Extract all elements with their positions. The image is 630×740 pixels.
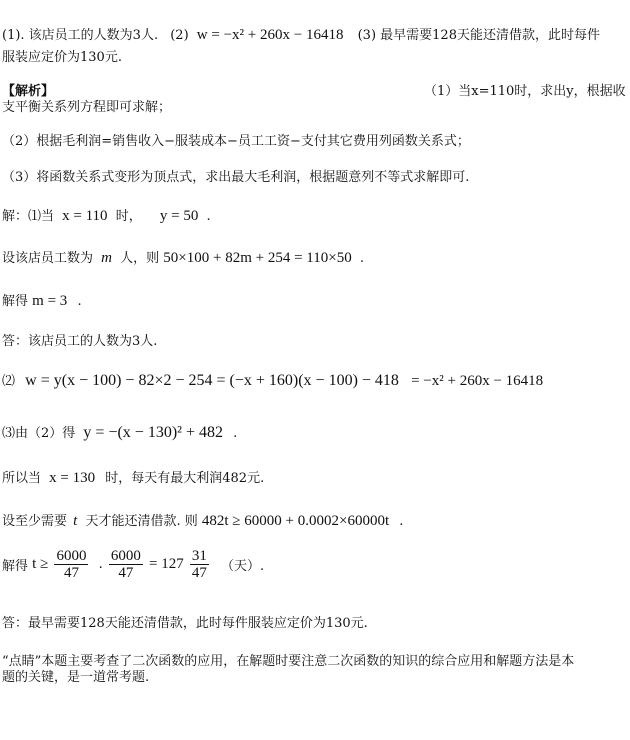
step9-fraction-3 xyxy=(190,548,209,581)
solution-step-4 xyxy=(2,330,157,349)
fraction-1-denominator: 47 xyxy=(63,565,79,581)
step1-math-x: x = 110 xyxy=(62,208,108,224)
step9-fraction-1 xyxy=(54,548,88,581)
solution-step-8 xyxy=(2,510,403,530)
solution-step-6 xyxy=(2,422,237,442)
analysis-p1-cont: 支平衡关系列方程即可求解； xyxy=(2,100,172,115)
step3-math: m = 3 xyxy=(32,293,68,309)
step5-equation: w = y(x − 100) − 82×2 − 254 = (−x + 160)(x − 100) − 418 xyxy=(25,372,399,389)
answer-part1: (1). 该店员工的人数为3人. xyxy=(2,28,159,43)
solution-step-5 xyxy=(2,370,543,390)
analysis-p2-line xyxy=(2,130,470,149)
analysis-p3: （3）将函数关系式变形为顶点式，求出最大毛利润，根据题意列不等式求解即可. xyxy=(2,170,470,185)
step5-label: ⑵ xyxy=(2,374,16,389)
step1-text-a: 解：⑴当 xyxy=(2,209,55,224)
step8-text-c: 天才能还清借款. 则 xyxy=(85,514,198,529)
step9-text-a: 解得 xyxy=(2,559,29,574)
step6-equation: y = −(x − 130)² + 482 xyxy=(83,424,223,441)
step9-t-geq: t ≥ xyxy=(32,556,49,572)
step10-text: 答：最早需要128天能还清借款，此时每件服装应定价为130元. xyxy=(2,616,368,631)
step7-math: x = 130 xyxy=(49,470,96,486)
step8-inequality: 482t ≥ 60000 + 0.0002×60000t xyxy=(201,513,390,529)
step9-equals-127: = 127 xyxy=(149,556,184,572)
comment-text-2: 题的关键，是一道常考题. xyxy=(2,670,150,685)
step9-dot: . xyxy=(98,557,103,572)
step3-period: . xyxy=(77,294,82,309)
fraction-1-numerator: 6000 xyxy=(56,548,87,564)
fraction-3-numerator: 31 xyxy=(191,548,207,564)
fraction-3-denominator: 47 xyxy=(191,565,207,581)
answer-part3-cont: 服装应定价为130元. xyxy=(2,50,122,65)
analysis-p1-cont-line xyxy=(2,96,171,115)
solution-step-2 xyxy=(2,247,364,267)
step9-fraction-2 xyxy=(109,548,143,581)
step1-period: . xyxy=(206,209,211,224)
step7-text-c: 时，每天有最大利润482元. xyxy=(105,471,265,486)
answer-part2-formula: w = −x² + 260x − 16418 xyxy=(196,27,344,43)
fraction-2-denominator: 47 xyxy=(118,565,134,581)
step6-text-a: ⑶由（2）得 xyxy=(2,426,76,441)
step8-period: . xyxy=(399,514,404,529)
step9-unit: （天）. xyxy=(221,559,265,574)
step6-period: . xyxy=(233,426,238,441)
analysis-p3-line xyxy=(2,166,469,185)
step3-text-a: 解得 xyxy=(2,294,29,309)
step4-text: 答：该店员工的人数为3人. xyxy=(2,334,158,349)
answer-part2-prefix: (2) xyxy=(170,28,189,43)
step8-text-a: 设至少需要 xyxy=(2,514,68,529)
solution-step-7 xyxy=(2,467,264,487)
solution-step-10 xyxy=(2,612,368,631)
comment-text-1: “点睛”本题主要考查了二次函数的应用，在解题时要注意二次函数的知识的综合应用和解题方法是本 xyxy=(2,654,575,669)
step7-text-a: 所以当 xyxy=(2,471,42,486)
comment-line-2 xyxy=(2,666,149,685)
analysis-p1-right: （1）当x=110时，求出y，根据收 xyxy=(424,84,626,99)
answer-part3: (3) 最早需要128天能还清借款，此时每件 xyxy=(357,28,600,43)
step1-math-y: y = 50 xyxy=(159,208,199,224)
step8-math-t: t xyxy=(73,513,78,529)
solution-step-9 xyxy=(2,548,264,581)
step2-equation: 50×100 + 82m + 254 = 110×50 xyxy=(163,250,352,266)
step2-text-a: 设该店员工数为 xyxy=(2,251,94,266)
analysis-heading: 【解析】 xyxy=(2,84,55,99)
analysis-p2: （2）根据毛利润=销售收入−服装成本−员工工资−支付其它费用列函数关系式； xyxy=(2,134,470,149)
solution-step-3 xyxy=(2,290,82,310)
step2-math-m: m xyxy=(101,250,112,266)
step1-text-c: 时， xyxy=(115,209,142,224)
step2-period: . xyxy=(359,251,364,266)
analysis-p1-right-line xyxy=(424,80,626,99)
step2-text-c: 人，则 xyxy=(120,251,160,266)
answer-line-2 xyxy=(2,46,122,65)
answer-line-1 xyxy=(2,24,600,44)
solution-step-1 xyxy=(2,205,211,225)
fraction-2-numerator: 6000 xyxy=(110,548,141,564)
step5-result: = −x² + 260x − 16418 xyxy=(411,373,544,389)
